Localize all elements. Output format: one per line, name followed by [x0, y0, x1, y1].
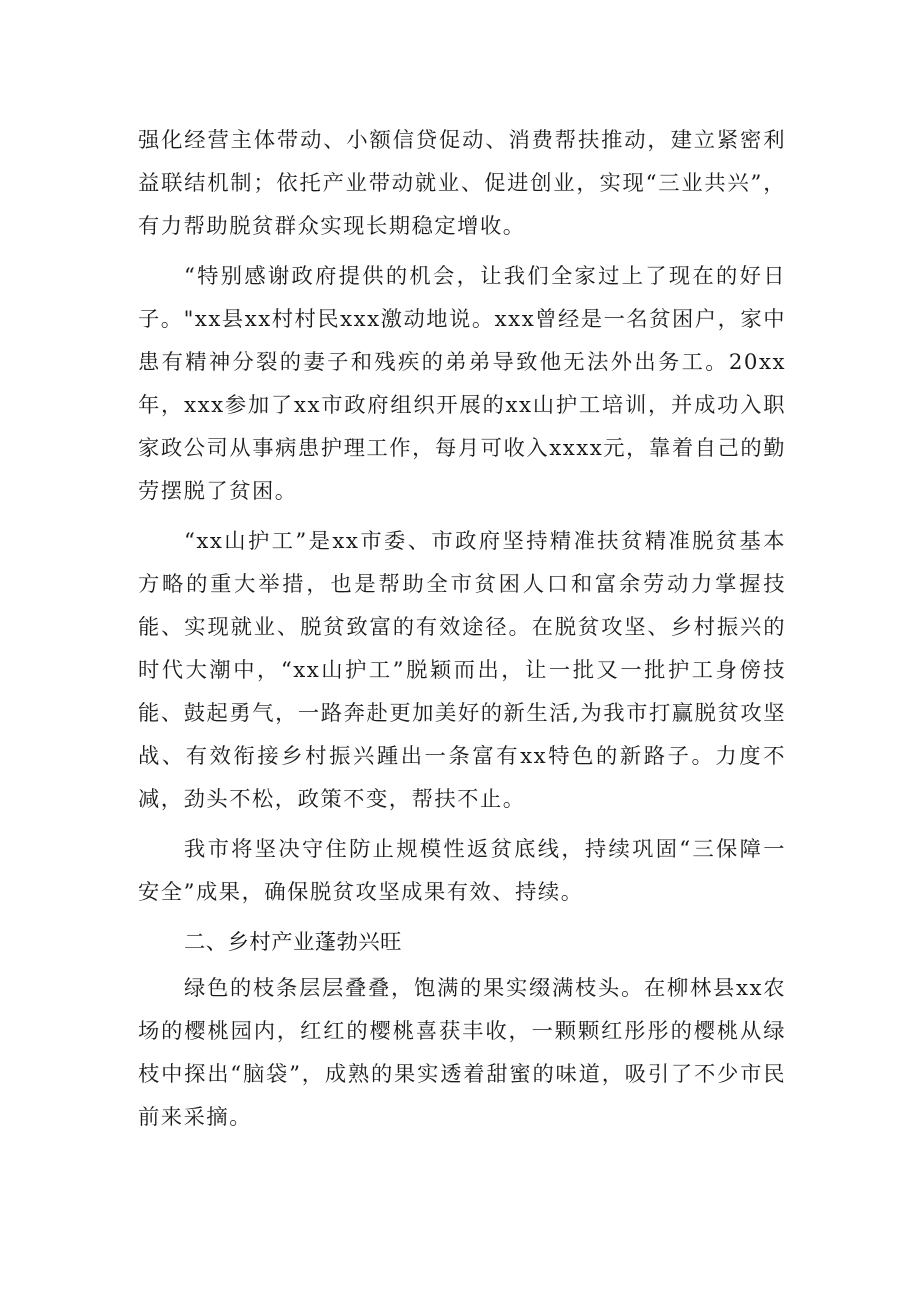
paragraph-poverty-prevention: 我市将坚决守住防止规模性返贫底线，持续巩固“三保障一安全”成果，确保脱贫攻坚成果有效、持续。 — [138, 837, 786, 905]
paragraph-villager-quote: “特别感谢政府提供的机会，让我们全家过上了现在的好日子。"xx县xx村村民xxx激动地说。xxx曾经是一名贫困户，家中患有精神分裂的妻子和残疾的弟弟导致他无法外出务工。20xx年，xxx参加了xx市政府组织开展的xx山护工培训，并成功入职家政公司从事病患护理工作，每月可收入xxxx元，靠着自己的勤劳摆脱了贫困。 — [138, 264, 786, 504]
document-body — [138, 119, 786, 1146]
paragraph-cherry-orchard: 绿色的枝条层层叠叠，饱满的果实缀满枝头。在柳林县xx农场的樱桃园内，红红的樱桃喜获丰收，一颗颗红彤彤的樱桃从绿枝中探出“脑袋”，成熟的果实透着甜蜜的味道，吸引了不少市民前来采摘。 — [138, 976, 786, 1130]
paragraph-continuation: 强化经营主体带动、小额信贷促动、消费帮扶推动，建立紧密利益联结机制；依托产业带动就业、促进创业，实现“三业共兴”，有力帮助脱贫群众实现长期稳定增收。 — [138, 128, 786, 239]
section-heading: 二、乡村产业蓬勃兴旺 — [184, 930, 402, 955]
paragraph-nursing-program: “xx山护工”是xx市委、市政府坚持精准扶贫精准脱贫基本方略的重大举措，也是帮助全市贫困人口和富余劳动力掌握技能、实现就业、脱贫致富的有效途径。在脱贫攻坚、乡村振兴的时代大潮中，“xx山护工”脱颖而出，让一批又一批护工身傍技能、鼓起勇气，一路奔赴更加美好的新生活,为我市打赢脱贫攻坚战、有效衔接乡村振兴踵出一条富有xx特色的新路子。力度不减，劲头不松，政策不变，帮扶不止。 — [138, 529, 786, 812]
